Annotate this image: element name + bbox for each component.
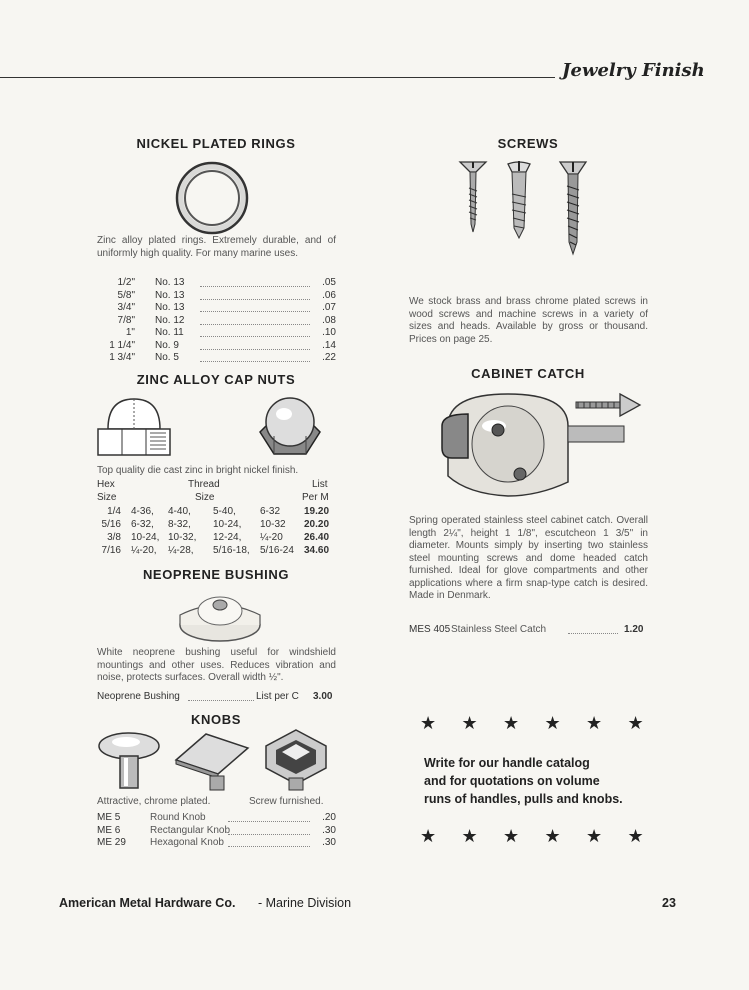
star-icon: ★ xyxy=(544,826,561,846)
knob-price: .30 xyxy=(322,824,336,836)
ring-size: 7/8" xyxy=(117,314,135,326)
star-icon: ★ xyxy=(544,713,561,733)
header-rule xyxy=(0,77,555,78)
knob-code: ME 5 xyxy=(97,812,121,823)
star-icon: ★ xyxy=(461,826,478,846)
ring-size: 1 1/4" xyxy=(109,339,135,351)
round-knob-icon xyxy=(96,730,162,792)
catch-item-price: 1.20 xyxy=(624,624,644,635)
capnut-thread: 4-40, xyxy=(168,506,191,517)
screws-image xyxy=(454,158,604,258)
capnut-thread: 10-32 xyxy=(260,519,286,530)
ring-price: .05 xyxy=(322,277,336,288)
knob-price: .20 xyxy=(322,812,336,823)
ring-price: .08 xyxy=(322,314,336,326)
capnut-thread: 4-36, xyxy=(131,506,154,517)
capnut-hex: 7/16 xyxy=(101,545,121,556)
star-icon: ★ xyxy=(627,826,644,846)
capnut-thread: 6-32, xyxy=(131,519,154,530)
bushing-item-name: Neoprene Bushing xyxy=(97,691,180,702)
capnut-price: 19.20 xyxy=(304,506,330,517)
capnut-hex: 5/16 xyxy=(101,519,121,530)
bushing-description: White neoprene bushing useful for windshield mountings and other uses. Reduces vibration and noise, protects surfaces. Overall width ½". xyxy=(97,647,336,683)
ring-size: 3/4" xyxy=(117,302,135,313)
capnut-thread: ¼-20, xyxy=(131,545,157,556)
knobs-description-left: Attractive, chrome plated. xyxy=(97,796,211,807)
ring-size: 5/8" xyxy=(117,289,135,301)
screws-description: We stock brass and brass chrome plated screws in wood screws and machine screws in a variety of sizes and heads. Available by gross or thousand. Prices on page 25. xyxy=(409,296,648,345)
capnut-thread: 12-24, xyxy=(213,532,242,543)
ring-leader xyxy=(200,324,310,325)
bushing-title: NEOPRENE BUSHING xyxy=(142,567,290,582)
promo-line-3: runs of handles, pulls and knobs. xyxy=(424,792,623,806)
ring-leader xyxy=(200,349,310,350)
rings-title: NICKEL PLATED RINGS xyxy=(136,136,296,151)
star-icon: ★ xyxy=(420,713,437,733)
ring-leader xyxy=(200,336,310,337)
capnut-thread: 5/16-24 xyxy=(260,545,294,556)
footer-company: American Metal Hardware Co. xyxy=(59,896,236,910)
bushing-item-unit: List per C xyxy=(256,691,299,702)
ring-size: 1 3/4" xyxy=(109,352,135,363)
promo-line-2: and for quotations on volume xyxy=(424,774,600,788)
capnut-price: 26.40 xyxy=(304,532,330,543)
ring-leader xyxy=(200,311,310,312)
footer-division: - Marine Division xyxy=(258,896,352,910)
hexagonal-knob-icon xyxy=(260,728,332,792)
knob-leader xyxy=(228,846,310,847)
capnut-drawing-icon xyxy=(94,395,174,457)
bushing-item-price: 3.00 xyxy=(313,691,333,702)
ring-price: .06 xyxy=(322,289,336,301)
ring-price: .07 xyxy=(322,302,336,313)
knob-name: Hexagonal Knob xyxy=(150,837,224,848)
ring-size: 1" xyxy=(125,327,135,338)
cabinet-catch-image xyxy=(428,386,648,500)
capnuts-col-perm: Per M xyxy=(302,492,329,503)
rectangular-knob-icon xyxy=(172,730,252,792)
ring-number: No. 13 xyxy=(155,277,185,288)
star-icon: ★ xyxy=(586,713,603,733)
bushing-image xyxy=(175,585,265,645)
catch-description: Spring operated stainless steel cabinet catch. Overall length 2¼", height 1 1/8", escutcheon 1 3/5" in diameter. Mounts simply by inserting two stainless steel mounting screws and dome headed catch furnished. Ideal for glove compartments and other applications where a firm snap-type catch is desired. Made in Denmark. xyxy=(409,515,648,601)
ring-number: No. 13 xyxy=(155,289,185,301)
catch-item-name: Stainless Steel Catch xyxy=(451,624,547,635)
screws-title: SCREWS xyxy=(497,136,559,151)
ring-leader xyxy=(200,299,310,300)
capnut-thread: 8-32, xyxy=(168,519,191,530)
knob-name: Round Knob xyxy=(150,812,206,823)
ring-image xyxy=(174,160,250,236)
ring-number: No. 13 xyxy=(155,302,185,313)
bushing-leader xyxy=(188,700,254,701)
capnut-photo-icon xyxy=(254,392,326,460)
capnuts-col-thread-size: Size xyxy=(195,492,215,503)
star-icon: ★ xyxy=(503,826,520,846)
knob-price: .30 xyxy=(322,837,336,848)
capnut-thread: 6-32 xyxy=(260,506,281,517)
knob-code: ME 6 xyxy=(97,824,121,836)
capnuts-col-size: Size xyxy=(97,492,117,503)
capnut-hex: 3/8 xyxy=(107,532,121,543)
capnuts-col-hex: Hex xyxy=(97,479,115,490)
ring-price: .14 xyxy=(322,339,336,351)
star-icon: ★ xyxy=(503,713,520,733)
ring-number: No. 12 xyxy=(155,314,185,326)
knob-code: ME 29 xyxy=(97,837,126,848)
knob-name: Rectangular Knob xyxy=(150,824,231,836)
capnut-price: 20.20 xyxy=(304,519,330,530)
capnut-thread: 10-24, xyxy=(131,532,160,543)
star-icon: ★ xyxy=(586,826,603,846)
section-title: Jewelry Finish xyxy=(562,60,705,81)
ring-leader xyxy=(200,361,310,362)
capnuts-col-thread: Thread xyxy=(188,479,220,490)
knobs-description-right: Screw furnished. xyxy=(249,796,324,807)
knobs-title: KNOBS xyxy=(191,712,241,727)
star-icon: ★ xyxy=(420,826,437,846)
capnut-thread: 10-32, xyxy=(168,532,197,543)
page-number: 23 xyxy=(662,896,676,910)
ring-number: No. 11 xyxy=(155,327,184,338)
capnuts-description: Top quality die cast zinc in bright nickel finish. xyxy=(97,465,299,476)
capnuts-col-list: List xyxy=(312,479,328,490)
star-icon: ★ xyxy=(627,713,644,733)
capnut-thread: 5-40, xyxy=(213,506,236,517)
ring-price: .10 xyxy=(322,327,336,338)
star-icon: ★ xyxy=(461,713,478,733)
ring-size: 1/2" xyxy=(117,277,135,288)
ring-number: No. 5 xyxy=(155,352,179,363)
capnut-price: 34.60 xyxy=(304,545,330,556)
capnuts-title: ZINC ALLOY CAP NUTS xyxy=(136,372,296,387)
knob-leader xyxy=(228,834,310,835)
catch-title: CABINET CATCH xyxy=(471,366,585,381)
capnut-thread: ¼-20 xyxy=(260,532,283,543)
capnut-thread: ¼-28, xyxy=(168,545,194,556)
capnut-thread: 5/16-18, xyxy=(213,545,250,556)
catch-item-code: MES 405 xyxy=(409,624,451,635)
ring-number: No. 9 xyxy=(155,339,179,351)
ring-leader xyxy=(200,286,310,287)
rings-description: Zinc alloy plated rings. Extremely durable, and of uniformly high quality. For many marine uses. xyxy=(97,235,336,259)
catch-leader xyxy=(568,633,618,634)
ring-price: .22 xyxy=(322,352,336,363)
knob-leader xyxy=(228,821,310,822)
promo-line-1: Write for our handle catalog xyxy=(424,756,590,770)
capnut-thread: 10-24, xyxy=(213,519,242,530)
capnut-hex: 1/4 xyxy=(107,506,121,517)
